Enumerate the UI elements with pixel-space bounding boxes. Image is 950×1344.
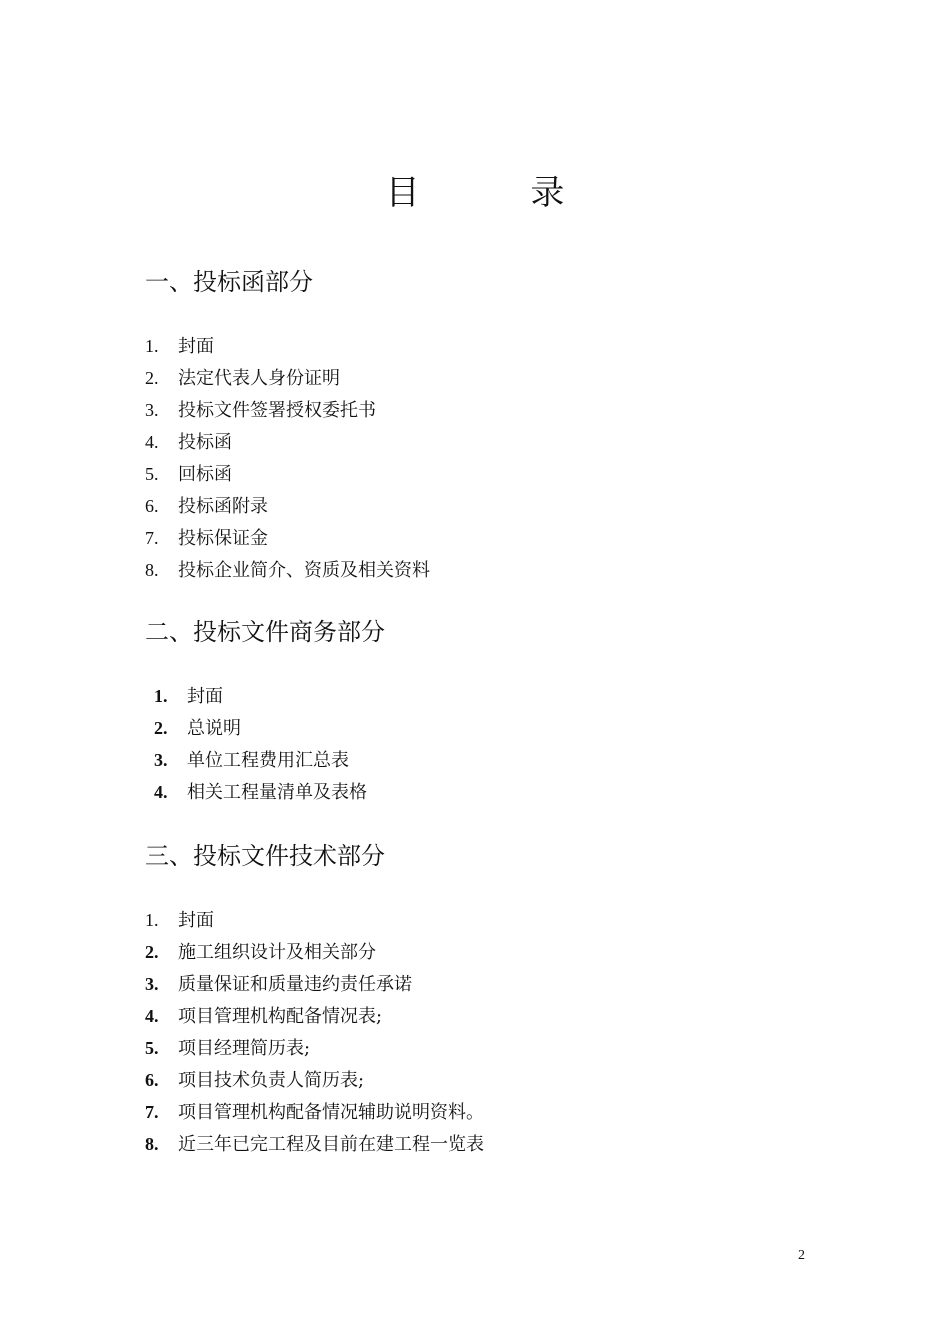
item-number: 2. — [145, 368, 159, 388]
toc-item — [145, 1128, 845, 1160]
item-label: 相关工程量清单及表格 — [187, 782, 367, 803]
item-label: 回标函 — [178, 464, 232, 485]
section-heading: 一、投标函部分 — [145, 268, 313, 296]
item-number: 3. — [145, 400, 159, 420]
toc-item — [145, 1032, 845, 1064]
item-label: 投标函附录 — [178, 496, 268, 517]
item-label: 投标函 — [178, 432, 232, 453]
toc-section-bid-letter — [145, 266, 845, 586]
toc-item — [145, 394, 845, 426]
toc-item — [145, 936, 845, 968]
item-label: 项目技术负责人简历表; — [178, 1070, 365, 1091]
item-number: 8. — [145, 1134, 159, 1154]
toc-item — [145, 554, 845, 586]
section-heading: 二、投标文件商务部分 — [145, 618, 385, 646]
item-number: 4. — [154, 782, 168, 802]
item-number: 2. — [145, 942, 159, 962]
toc-item — [145, 1096, 845, 1128]
toc-item — [145, 1000, 845, 1032]
item-label: 封面 — [178, 336, 214, 357]
toc-item — [154, 776, 845, 808]
toc-item — [145, 522, 845, 554]
toc-item — [145, 458, 845, 490]
item-number: 1. — [145, 910, 159, 930]
item-label: 投标保证金 — [178, 528, 268, 549]
toc-item — [154, 712, 845, 744]
item-label: 项目管理机构配备情况表; — [178, 1006, 383, 1027]
item-number: 5. — [145, 1038, 159, 1058]
item-number: 7. — [145, 528, 159, 548]
item-label: 投标文件签署授权委托书 — [178, 400, 376, 421]
section-heading: 三、投标文件技术部分 — [145, 842, 385, 870]
page-number: 2 — [798, 1248, 805, 1263]
item-label: 封面 — [178, 910, 214, 931]
toc-item — [154, 744, 845, 776]
item-label: 施工组织设计及相关部分 — [178, 942, 376, 963]
toc-item — [145, 968, 845, 1000]
toc-list — [145, 680, 845, 808]
item-number: 6. — [145, 496, 159, 516]
item-number: 6. — [145, 1070, 159, 1090]
item-number: 7. — [145, 1102, 159, 1122]
item-label: 投标企业简介、资质及相关资料 — [178, 560, 430, 581]
item-number: 3. — [145, 974, 159, 994]
toc-item — [145, 904, 845, 936]
item-number: 1. — [154, 686, 168, 706]
item-label: 项目管理机构配备情况辅助说明资料。 — [178, 1102, 484, 1123]
toc-item — [145, 1064, 845, 1096]
item-number: 1. — [145, 336, 159, 356]
toc-section-commercial — [145, 616, 845, 808]
item-number: 2. — [154, 718, 168, 738]
toc-section-technical — [145, 840, 845, 1160]
toc-item — [145, 426, 845, 458]
toc-item — [145, 330, 845, 362]
item-label: 质量保证和质量违约责任承诺 — [178, 974, 412, 995]
item-label: 项目经理简历表; — [178, 1038, 311, 1059]
item-label: 单位工程费用汇总表 — [187, 750, 349, 771]
item-number: 4. — [145, 432, 159, 452]
item-number: 5. — [145, 464, 159, 484]
toc-item — [154, 680, 845, 712]
item-number: 4. — [145, 1006, 159, 1026]
item-number: 8. — [145, 560, 159, 580]
item-label: 封面 — [187, 686, 223, 707]
page-title: 目 录 — [385, 173, 615, 213]
toc-item — [145, 490, 845, 522]
toc-item — [145, 362, 845, 394]
item-label: 近三年已完工程及目前在建工程一览表 — [178, 1134, 484, 1155]
item-number: 3. — [154, 750, 168, 770]
item-label: 法定代表人身份证明 — [178, 368, 340, 389]
item-label: 总说明 — [187, 718, 241, 739]
toc-list — [145, 904, 845, 1160]
toc-list — [145, 330, 845, 586]
